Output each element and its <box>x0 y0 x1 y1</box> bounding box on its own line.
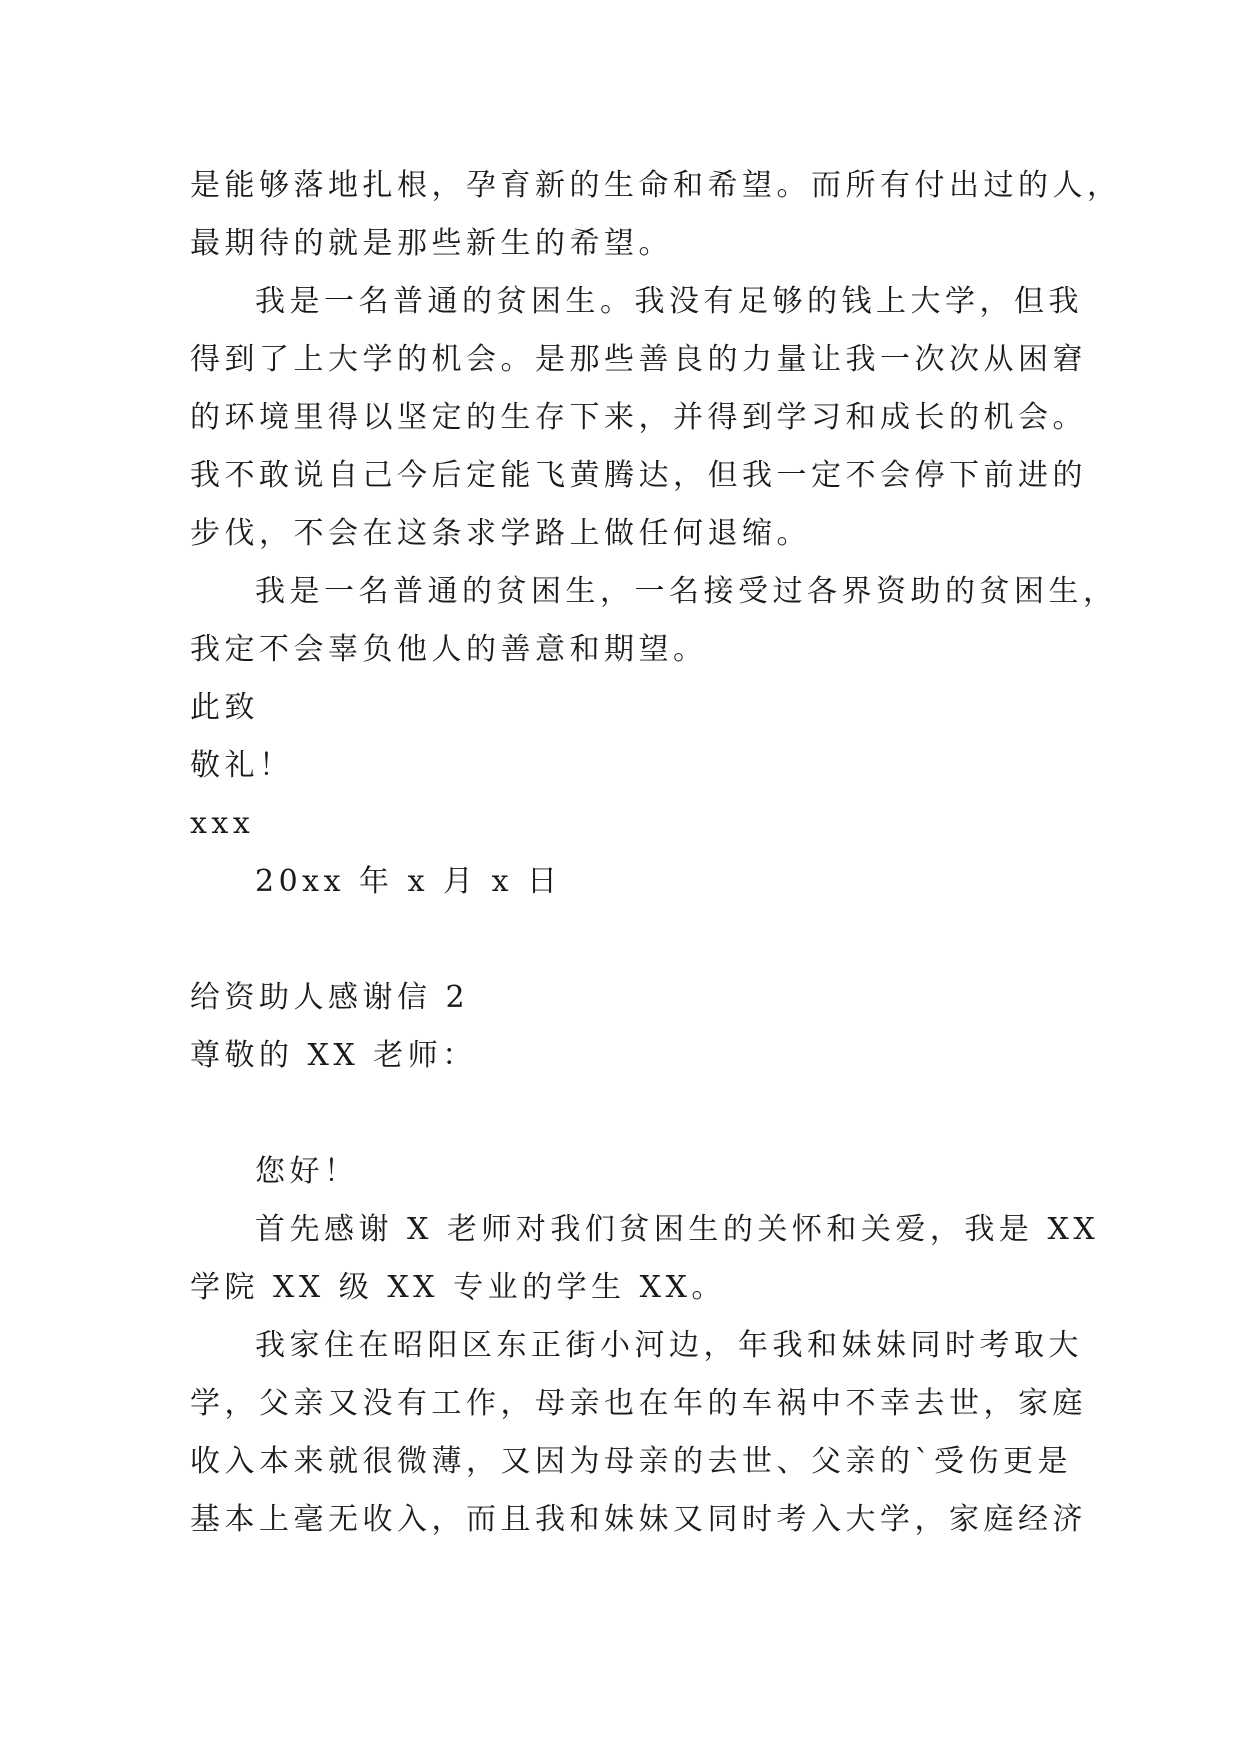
paragraph-line: 我家住在昭阳区东正街小河边，年我和妹妹同时考取大 <box>255 1328 1083 1363</box>
paragraph-line: 我不敢说自己今后定能飞黄腾达，但我一定不会停下前进的 <box>190 458 1087 493</box>
greeting: 您好！ <box>255 1154 359 1189</box>
paragraph-line: 的环境里得以坚定的生存下来，并得到学习和成长的机会。 <box>190 400 1087 435</box>
salutation: 尊敬的 XX 老师： <box>190 1038 477 1073</box>
closing-salute: 敬礼！ <box>190 748 294 783</box>
paragraph-line: 最期待的就是那些新生的希望。 <box>190 226 673 261</box>
paragraph-line: 基本上毫无收入，而且我和妹妹又同时考入大学，家庭经济 <box>190 1502 1087 1537</box>
paragraph-line: 收入本来就很微薄，又因为母亲的去世、父亲的`受伤更是 <box>190 1444 1072 1479</box>
letter-title: 给资助人感谢信 2 <box>190 980 470 1015</box>
paragraph-line: 得到了上大学的机会。是那些善良的力量让我一次次从困窘 <box>190 342 1087 377</box>
paragraph-line: 学，父亲又没有工作，母亲也在年的车祸中不幸去世，家庭 <box>190 1386 1087 1421</box>
paragraph-line: 首先感谢 X 老师对我们贫困生的关怀和关爱，我是 XX <box>255 1212 1100 1247</box>
paragraph-line: 我是一名普通的贫困生。我没有足够的钱上大学，但我 <box>255 284 1083 319</box>
paragraph-line: 步伐，不会在这条求学路上做任何退缩。 <box>190 516 811 551</box>
paragraph-line: 学院 XX 级 XX 专业的学生 XX。 <box>190 1270 726 1305</box>
signature: xxx <box>190 806 255 841</box>
paragraph-line: 是能够落地扎根，孕育新的生命和希望。而所有付出过的人， <box>190 168 1122 203</box>
paragraph-line: 我定不会辜负他人的善意和期望。 <box>190 632 708 667</box>
closing-phrase: 此致 <box>190 690 259 725</box>
paragraph-line: 我是一名普通的贫困生，一名接受过各界资助的贫困生， <box>255 574 1118 609</box>
letter-date: 20xx 年 x 月 x 日 <box>255 864 562 899</box>
